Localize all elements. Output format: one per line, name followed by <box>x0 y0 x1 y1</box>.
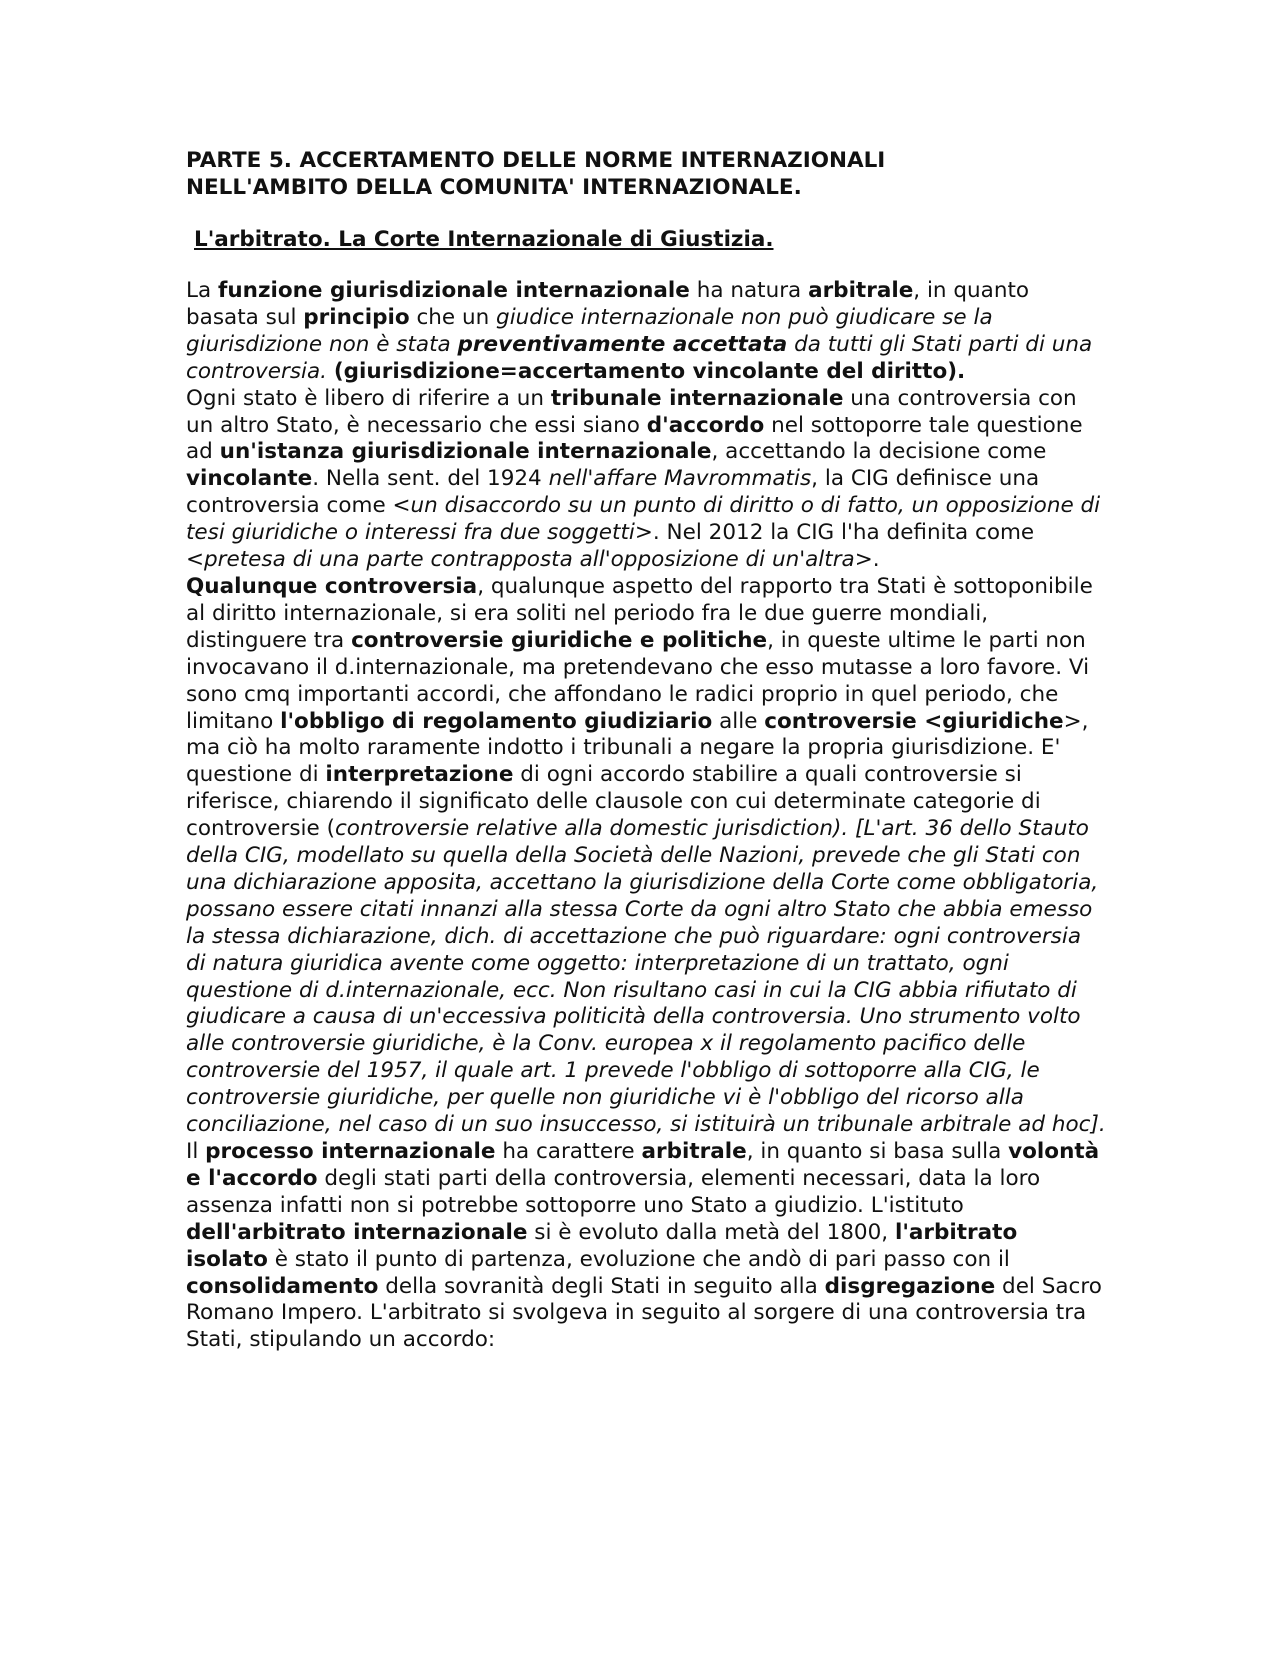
p4-bold: volontà e l'accordo <box>186 1139 1100 1191</box>
p3-text: , qualunque aspetto del rapporto tra Stati è sottoponibile al diritto internazionale, si era soliti nel periodo fra le due guerre mondiali, distinguere tra <box>186 573 1093 653</box>
p1-text: , in quanto basata sul <box>186 278 1030 330</box>
p4-text: ha carattere <box>495 1139 642 1164</box>
paragraph-2 <box>186 386 1106 574</box>
p2-text: una controversia con un altro Stato, è necessario che essi siano <box>186 385 1077 438</box>
document-body <box>186 278 1106 1354</box>
p3-text: di ogni accordo stabilire a quali controversie si riferisce, chiarendo il significato delle clausole con cui determinate categorie di controversie ( <box>186 762 1041 842</box>
p2-bold: d'accordo <box>646 412 765 438</box>
p3-italic: controversie relative alla domestic jurisdiction). [L'art. 36 dello Stauto della CIG, modellato su quella della Società delle Nazioni, prevede che gli Stati con una dichiarazione apposita, accettano la giurisdizione della Corte come obbligatoria, possano essere citati innanzi alla stessa Corte da ogni altro Stato che abbia emesso la stessa dichiarazione, dich. di accettazione che può riguardare: ogni controversia di natura giuridica avente come oggetto: interpretazione di un trattato, ogni questione di d.internazionale, ecc. Non risultano casi in cui la CIG abbia rifiutato di giudicare a causa di un'eccessiva politicità della controversia. Uno strumento volto alle controversie giuridiche, è la Conv. europea x il regolamento pacifico delle controversie del 1957, il quale art. 1 prevede l'obbligo di sottoporre alla CIG, le controversie giuridiche, per quelle non giuridiche vi è l'obbligo del ricorso alla conciliazione, nel caso di un suo insuccesso, si istituirà un tribunale arbitrale ad hoc]. <box>186 816 1106 1138</box>
paragraph-4 <box>186 1139 1106 1354</box>
p4-text: si è evoluto dalla metà del 1800, <box>527 1219 895 1245</box>
p4-bold: l'arbitrato isolato <box>186 1219 1018 1272</box>
p3-text: >, ma ciò ha molto raramente indotto i tribunali a negare la propria giurisdizione. E' questione di <box>186 708 1089 788</box>
p2-text: , la CIG definisce una controversia come < <box>186 466 1040 519</box>
p1-bold-italic: preventivamente accettata <box>457 331 788 357</box>
p1-bold: funzione giurisdizionale internazionale <box>218 278 690 303</box>
p1-bold: (giurisdizione=accertamento vincolante del diritto). <box>333 358 966 384</box>
p2-bold: vincolante <box>186 466 313 492</box>
p1-spacing <box>327 359 334 384</box>
paragraph-1 <box>186 278 1106 386</box>
p4-text: Il <box>186 1139 206 1164</box>
p1-bold: principio <box>303 304 410 330</box>
p2-bold: tribunale internazionale <box>550 385 844 411</box>
p4-text: della sovranità degli Stati in seguito alla <box>378 1273 825 1299</box>
p2-text: >. <box>854 547 880 573</box>
p2-italic: pretesa di una parte contrapposta all'opposizione di un'altra <box>204 547 855 573</box>
p1-text: ha natura <box>689 278 809 303</box>
p3-text: alle <box>712 708 765 734</box>
p4-text: del Sacro Romano Impero. L'arbitrato si svolgeva in seguito al sorgere di una controversia tra Stati, stipulando un accordo: <box>186 1273 1102 1353</box>
p4-bold: processo internazionale <box>205 1139 496 1164</box>
p1-italic: da tutti gli Stati parti di una controversia. <box>186 331 1093 384</box>
title-line-2: NELL'AMBITO DELLA COMUNITA' INTERNAZIONALE. <box>186 175 802 200</box>
p2-text: . Nella sent. del 1924 <box>312 466 549 492</box>
p2-text: Ogni stato è libero di riferire a un <box>186 385 551 411</box>
document-page <box>186 147 1106 1354</box>
p2-bold: un'istanza giurisdizionale internazionale <box>219 439 712 465</box>
p4-text: è stato il punto di partenza, evoluzione che andò di pari passo con il <box>267 1246 1010 1272</box>
p3-bold: Qualunque controversia <box>186 573 478 599</box>
page-title <box>186 147 1106 201</box>
p1-text: La <box>186 278 218 303</box>
p3-bold: controversie <giuridiche <box>764 708 1064 734</box>
p2-text: nel sottoporre tale questione ad <box>186 412 1083 465</box>
p3-bold: l'obbligo di regolamento giudiziario <box>280 708 713 734</box>
title-line-1: PARTE 5. ACCERTAMENTO DELLE NORME INTERNAZIONALI <box>186 148 886 173</box>
p2-italic: un disaccordo su un punto di diritto o di fatto, un opposizione di tesi giuridiche o interessi fra due soggetti <box>186 493 1101 546</box>
p3-bold: interpretazione <box>325 762 514 788</box>
section-subtitle: L'arbitrato. La Corte Internazionale di Giustizia. <box>194 227 774 252</box>
p3-text: , in queste ultime le parti non invocavano il d.internazionale, ma pretendevano che esso mutasse a loro favore. Vi sono cmq importanti accordi, che affondano le radici proprio in quel periodo, che limitano <box>186 627 1090 734</box>
p4-bold: arbitrale <box>641 1139 747 1164</box>
p4-bold: consolidamento <box>186 1273 379 1299</box>
p4-text: degli stati parti della controversia, elementi necessari, data la loro assenza infatti non si potrebbe sottoporre uno Stato a giudizio. L'istituto <box>186 1165 1041 1218</box>
p2-text: >. Nel 2012 la CIG l'ha definita come < <box>186 520 1035 573</box>
p4-bold: disgregazione <box>824 1273 996 1299</box>
p4-bold: dell'arbitrato internazionale <box>186 1219 528 1245</box>
p4-text: , in quanto si basa sulla <box>746 1139 1009 1164</box>
p3-bold: controversie giuridiche e politiche <box>351 627 768 653</box>
p2-text: , accettando la decisione come <box>711 439 1047 465</box>
p1-text: che un <box>409 304 497 330</box>
paragraph-3 <box>186 574 1106 1139</box>
p2-italic: nell'affare Mavrommatis <box>548 466 812 492</box>
p1-bold: arbitrale <box>808 278 914 303</box>
p1-italic: giudice internazionale non può giudicare se la giurisdizione non è stata <box>186 304 993 357</box>
